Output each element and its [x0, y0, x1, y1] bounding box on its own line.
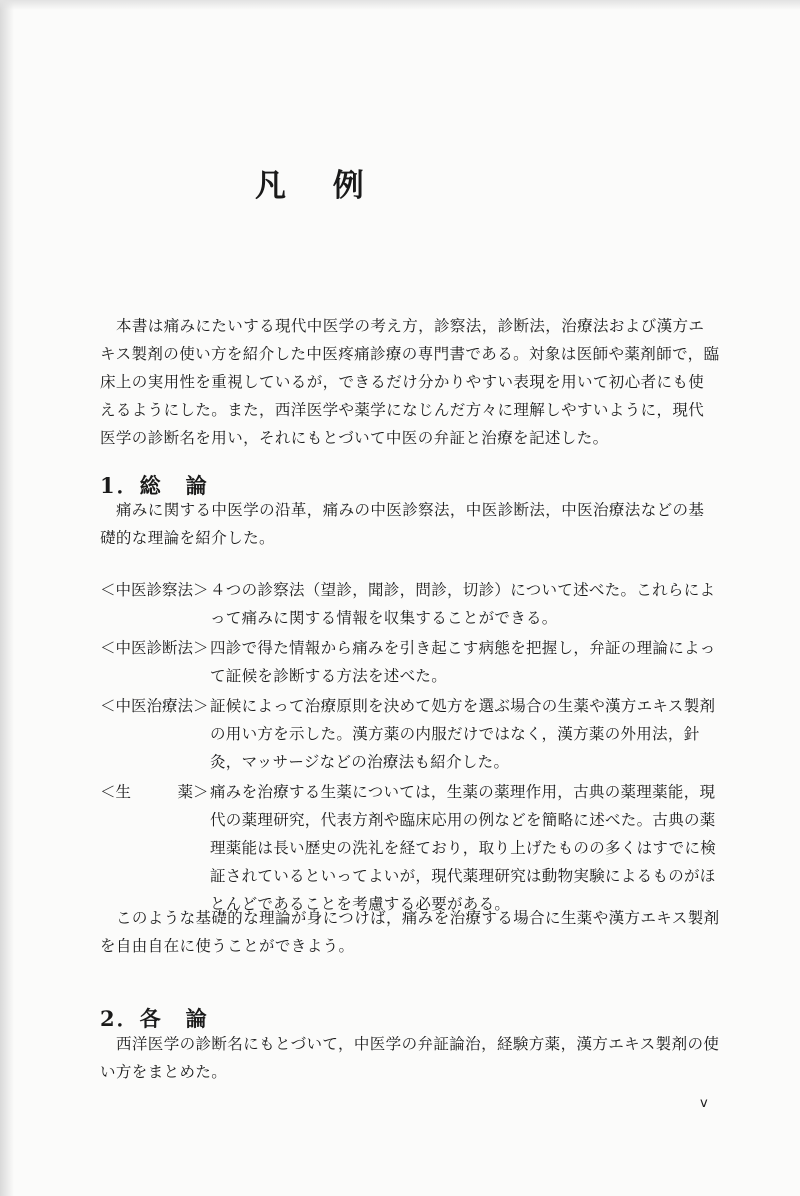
page-top-shadow — [0, 0, 800, 10]
item-label: ＜中医診断法＞ — [100, 639, 209, 657]
section1-paragraph: 痛みに関する中医学の沿革，痛みの中医診察法，中医診断法，中医治療法などの基礎的な理論を紹介した。 — [100, 501, 705, 547]
item-label: ＜中医診察法＞ — [100, 581, 209, 599]
page-edge-shadow — [0, 0, 14, 1196]
item-label: ＜中医治療法＞ — [100, 697, 209, 715]
section1-heading: 1．総 論 — [100, 473, 209, 498]
section2-heading: 2．各 論 — [100, 1006, 209, 1031]
item-description: 四診で得た情報から痛みを引き起こす病態を把握し，弁証の理論によって証候を診断する方法を述べた。 — [210, 639, 716, 685]
item-description: 痛みを治療する生薬については，生薬の薬理作用，古典の薬理薬能，現代の薬理研究，代表方剤や臨床応用の例などを簡略に述べた。古典の薬理薬能は長い歴史の洗礼を経ており，取り上げたものの多くはすでに検証されているといってよいが，現代薬理研究は動物実験によるものがほとんどであることを考慮する必要がある。 — [210, 783, 717, 913]
list-item — [100, 634, 720, 690]
item-description: 証候によって治療原則を決めて処方を選ぶ場合の生薬や漢方エキス製剤の用い方を示した。漢方薬の内服だけではなく，漢方薬の外用法，針灸，マッサージなどの治療法も紹介した。 — [210, 697, 716, 771]
page-number: v — [700, 1096, 708, 1111]
item-description: ４つの診察法（望診，聞診，問診，切診）について述べた。これらによって痛みに関する情報を収集することができる。 — [210, 581, 716, 627]
list-item — [100, 778, 720, 918]
page-title: 凡 例 — [255, 168, 382, 204]
section2-paragraph: 西洋医学の診断名にもとづいて，中医学の弁証論治，経験方薬，漢方エキス製剤の使い方をまとめた。 — [100, 1035, 720, 1081]
item-label: ＜生 薬＞ — [100, 783, 209, 801]
method-list — [100, 576, 720, 918]
intro-paragraph: 本書は痛みにたいする現代中医学の考え方，診察法，診断法，治療法および漢方エキス製剤の使い方を紹介した中医疼痛診療の専門書である。対象は医師や薬剤師で，臨床上の実用性を重視しているが，できるだけ分かりやすい表現を用いて初心者にも使えるようにした。また，西洋医学や薬学になじんだ方々に理解しやすいように，現代医学の診断名を用い，それにもとづいて中医の弁証と治療を記述した。 — [100, 317, 720, 447]
list-item — [100, 692, 720, 776]
section1-closing-paragraph: このような基礎的な理論が身につけば，痛みを治療する場合に生薬や漢方エキス製剤を自由自在に使うことができよう。 — [100, 909, 720, 955]
list-item — [100, 576, 720, 632]
